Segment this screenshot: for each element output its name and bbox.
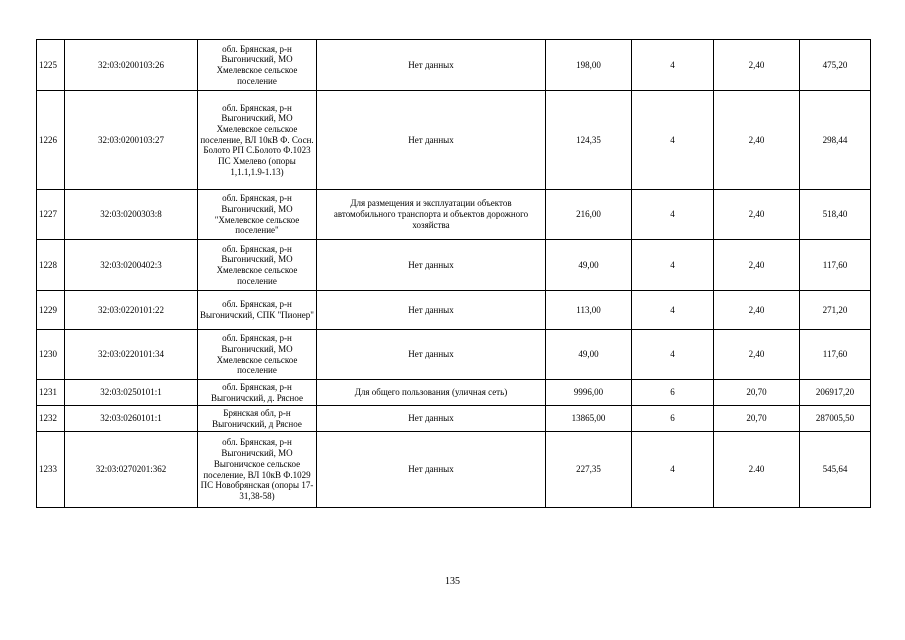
amount: 298,44 — [800, 91, 871, 190]
permitted-use: Нет данных — [317, 406, 546, 432]
rate: 20,70 — [714, 380, 800, 406]
area: 216,00 — [546, 190, 632, 240]
amount: 117,60 — [800, 240, 871, 291]
address: обл. Брянская, р-н Выгоничский, МО Хмелевское сельское поселение — [198, 240, 317, 291]
cadastral-number: 32:03:0250101:1 — [65, 380, 198, 406]
rate: 20,70 — [714, 406, 800, 432]
rate: 2.40 — [714, 432, 800, 508]
permitted-use: Для размещения и эксплуатации объектов автомобильного транспорта и объектов дорожного хозяйства — [317, 190, 546, 240]
rate: 2,40 — [714, 330, 800, 380]
page-number: 135 — [445, 576, 460, 587]
coefficient: 4 — [632, 330, 714, 380]
address: обл. Брянская, р-н Выгоничский, СПК "Пионер" — [198, 291, 317, 330]
cadastral-number: 32:03:0220101:34 — [65, 330, 198, 380]
rate: 2,40 — [714, 291, 800, 330]
permitted-use: Нет данных — [317, 91, 546, 190]
coefficient: 4 — [632, 40, 714, 91]
cadastral-number: 32:03:0200103:27 — [65, 91, 198, 190]
coefficient: 4 — [632, 190, 714, 240]
amount: 287005,50 — [800, 406, 871, 432]
cadastral-number: 32:03:0200402:3 — [65, 240, 198, 291]
amount: 475,20 — [800, 40, 871, 91]
table-row — [37, 91, 871, 190]
coefficient: 4 — [632, 240, 714, 291]
area: 49,00 — [546, 330, 632, 380]
cadastral-number: 32:03:0200103:26 — [65, 40, 198, 91]
area: 198,00 — [546, 40, 632, 91]
table-row — [37, 291, 871, 330]
coefficient: 4 — [632, 291, 714, 330]
area: 113,00 — [546, 291, 632, 330]
row-number: 1228 — [37, 240, 65, 291]
land-plots-table — [36, 39, 871, 508]
row-number: 1225 — [37, 40, 65, 91]
rate: 2,40 — [714, 240, 800, 291]
permitted-use: Нет данных — [317, 330, 546, 380]
amount: 271,20 — [800, 291, 871, 330]
address: обл. Брянская, р-н Выгоничский, МО Хмелевское сельское поселение — [198, 40, 317, 91]
address: обл. Брянская, р-н Выгоничский, МО "Хмелевское сельское поселение" — [198, 190, 317, 240]
coefficient: 6 — [632, 406, 714, 432]
row-number: 1232 — [37, 406, 65, 432]
address: Брянская обл, р-н Выгоничский, д Рясное — [198, 406, 317, 432]
table-body — [37, 40, 871, 508]
coefficient: 4 — [632, 91, 714, 190]
row-number: 1230 — [37, 330, 65, 380]
amount: 117,60 — [800, 330, 871, 380]
address: обл. Брянская, р-н Выгоничский, д. Рясное — [198, 380, 317, 406]
table-row — [37, 40, 871, 91]
permitted-use: Для общего пользования (уличная сеть) — [317, 380, 546, 406]
cadastral-number: 32:03:0260101:1 — [65, 406, 198, 432]
area: 227,35 — [546, 432, 632, 508]
amount: 545,64 — [800, 432, 871, 508]
cadastral-number: 32:03:0270201:362 — [65, 432, 198, 508]
address: обл. Брянская, р-н Выгоничский, МО Хмелевское сельское поселение — [198, 330, 317, 380]
area: 9996,00 — [546, 380, 632, 406]
rate: 2,40 — [714, 190, 800, 240]
permitted-use: Нет данных — [317, 40, 546, 91]
rate: 2,40 — [714, 40, 800, 91]
rate: 2,40 — [714, 91, 800, 190]
row-number: 1227 — [37, 190, 65, 240]
table-row — [37, 406, 871, 432]
area: 124,35 — [546, 91, 632, 190]
address: обл. Брянская, р-н Выгоничский, МО Хмелевское сельское поселение, ВЛ 10кВ Ф. Сосн. Болото РП С.Болото Ф.1023 ПС Хмелево (опоры 1,1.1,1.9-1.13) — [198, 91, 317, 190]
amount: 518,40 — [800, 190, 871, 240]
area: 13865,00 — [546, 406, 632, 432]
table-row — [37, 432, 871, 508]
area: 49,00 — [546, 240, 632, 291]
coefficient: 4 — [632, 432, 714, 508]
table-row — [37, 330, 871, 380]
cadastral-number: 32:03:0200303:8 — [65, 190, 198, 240]
table-row — [37, 240, 871, 291]
cadastral-number: 32:03:0220101:22 — [65, 291, 198, 330]
amount: 206917,20 — [800, 380, 871, 406]
row-number: 1229 — [37, 291, 65, 330]
row-number: 1231 — [37, 380, 65, 406]
row-number: 1226 — [37, 91, 65, 190]
row-number: 1233 — [37, 432, 65, 508]
permitted-use: Нет данных — [317, 240, 546, 291]
permitted-use: Нет данных — [317, 291, 546, 330]
table-row — [37, 380, 871, 406]
permitted-use: Нет данных — [317, 432, 546, 508]
table-row — [37, 190, 871, 240]
coefficient: 6 — [632, 380, 714, 406]
address: обл. Брянская, р-н Выгоничский, МО Выгоничское сельское поселение, ВЛ 10кВ Ф.1029 ПС Новобрянская (опоры 17-31,38-58) — [198, 432, 317, 508]
